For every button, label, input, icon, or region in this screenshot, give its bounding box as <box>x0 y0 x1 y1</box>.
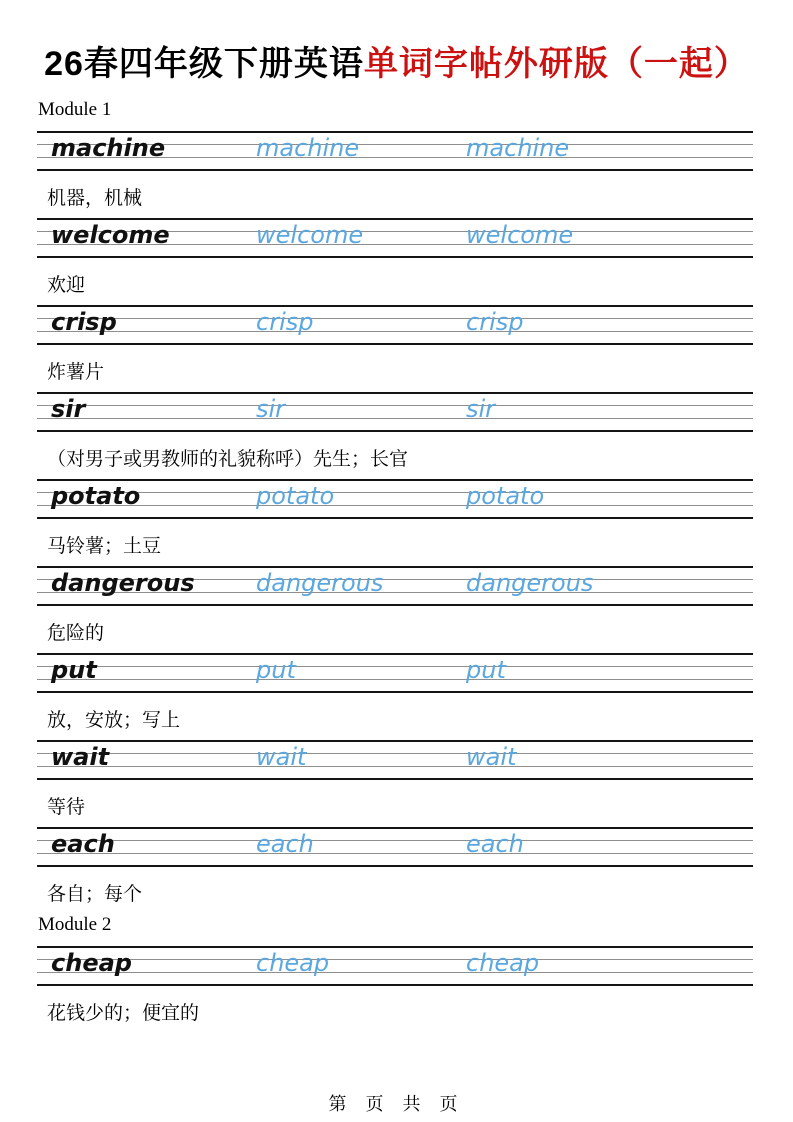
grid-line-bottom <box>37 517 753 519</box>
word-meaning: 机器，机械 <box>47 187 143 209</box>
word-meaning: 等待 <box>47 796 86 818</box>
module-label: Module 1 <box>38 98 112 120</box>
word-meaning: 欢迎 <box>47 274 86 296</box>
word-row <box>0 218 793 305</box>
word-row <box>0 653 793 740</box>
word-meaning: 各自；每个 <box>47 883 143 905</box>
word-meaning-row <box>0 345 793 392</box>
word-trace-copy: sir <box>466 394 496 423</box>
word-sections <box>0 99 793 1033</box>
word-sample: sir <box>51 394 86 423</box>
word-trace-copy: welcome <box>466 220 574 249</box>
word-row <box>0 479 793 566</box>
word-row <box>0 740 793 827</box>
word-meaning-row <box>0 258 793 305</box>
grid-line-bottom <box>37 343 753 345</box>
grid-line-bottom <box>37 604 753 606</box>
grid-line-top <box>37 653 753 655</box>
word-trace-copy: cheap <box>256 948 330 977</box>
grid-line-top <box>37 392 753 394</box>
word-meaning-row <box>0 519 793 566</box>
word-sample: cheap <box>51 948 132 977</box>
word-trace-copy: wait <box>466 742 517 771</box>
grid-line-xheight <box>37 753 753 754</box>
grid-line-top <box>37 479 753 481</box>
word-row <box>0 827 793 914</box>
word-trace-copy: potato <box>256 481 335 510</box>
four-line-writing-grid <box>37 392 753 432</box>
word-trace-copy: machine <box>466 133 570 162</box>
word-meaning: 危险的 <box>47 622 105 644</box>
word-meaning: 炸薯片 <box>47 361 105 383</box>
word-meaning: 花钱少的；便宜的 <box>47 1002 200 1024</box>
word-trace-copy: each <box>466 829 524 858</box>
grid-line-top <box>37 946 753 948</box>
grid-line-bottom <box>37 865 753 867</box>
word-row <box>0 131 793 218</box>
word-sample: wait <box>51 742 110 771</box>
word-sample: dangerous <box>51 568 195 597</box>
page-title <box>0 23 793 85</box>
grid-line-top <box>37 131 753 133</box>
four-line-writing-grid <box>37 305 753 345</box>
word-trace-copy: wait <box>256 742 307 771</box>
word-row <box>0 946 793 1033</box>
grid-line-baseline <box>37 331 753 332</box>
word-row <box>0 392 793 479</box>
word-meaning-row <box>0 432 793 479</box>
word-trace-copy: dangerous <box>256 568 384 597</box>
word-meaning: 放，安放；写上 <box>47 709 181 731</box>
grid-line-top <box>37 740 753 742</box>
word-trace-copy: crisp <box>256 307 314 336</box>
word-trace-copy: each <box>256 829 314 858</box>
grid-line-bottom <box>37 169 753 171</box>
page-footer: 第 页 共 页 <box>328 1094 465 1114</box>
word-sample: each <box>51 829 115 858</box>
four-line-writing-grid <box>37 566 753 606</box>
grid-line-baseline <box>37 505 753 506</box>
grid-line-bottom <box>37 778 753 780</box>
grid-line-xheight <box>37 666 753 667</box>
word-sample: potato <box>51 481 141 510</box>
page-title-black-part: 26春四年级下册英语 <box>44 44 364 83</box>
grid-line-bottom <box>37 430 753 432</box>
four-line-writing-grid <box>37 946 753 986</box>
word-row <box>0 566 793 653</box>
grid-line-top <box>37 827 753 829</box>
word-sample: crisp <box>51 307 117 336</box>
grid-line-baseline <box>37 679 753 680</box>
grid-line-top <box>37 566 753 568</box>
word-meaning: 马铃薯；土豆 <box>47 535 162 557</box>
word-trace-copy: put <box>256 655 296 684</box>
word-trace-copy: put <box>466 655 506 684</box>
grid-line-xheight <box>37 840 753 841</box>
four-line-writing-grid <box>37 827 753 867</box>
word-trace-copy: cheap <box>466 948 540 977</box>
grid-line-top <box>37 305 753 307</box>
word-sample: machine <box>51 133 166 162</box>
grid-line-bottom <box>37 984 753 986</box>
four-line-writing-grid <box>37 740 753 780</box>
word-meaning-row <box>0 867 793 914</box>
word-sample: put <box>51 655 97 684</box>
word-meaning-row <box>0 780 793 827</box>
module-label: Module 2 <box>38 913 112 935</box>
word-trace-copy: crisp <box>466 307 524 336</box>
grid-line-baseline <box>37 972 753 973</box>
grid-line-xheight <box>37 405 753 406</box>
grid-line-xheight <box>37 492 753 493</box>
word-meaning-row <box>0 606 793 653</box>
four-line-writing-grid <box>37 479 753 519</box>
four-line-writing-grid <box>37 218 753 258</box>
grid-line-baseline <box>37 766 753 767</box>
word-sample: welcome <box>51 220 170 249</box>
grid-line-bottom <box>37 691 753 693</box>
page-title-red-part: 单词字帖外研版（一起） <box>363 44 749 83</box>
word-trace-copy: sir <box>256 394 286 423</box>
four-line-writing-grid <box>37 653 753 693</box>
word-meaning: （对男子或男教师的礼貌称呼）先生；长官 <box>47 448 409 470</box>
grid-line-baseline <box>37 418 753 419</box>
grid-line-xheight <box>37 959 753 960</box>
grid-line-baseline <box>37 853 753 854</box>
word-trace-copy: machine <box>256 133 360 162</box>
grid-line-bottom <box>37 256 753 258</box>
word-meaning-row <box>0 986 793 1033</box>
grid-line-top <box>37 218 753 220</box>
word-meaning-row <box>0 693 793 740</box>
word-trace-copy: welcome <box>256 220 364 249</box>
word-row <box>0 305 793 392</box>
grid-line-xheight <box>37 318 753 319</box>
word-meaning-row <box>0 171 793 218</box>
word-trace-copy: dangerous <box>466 568 594 597</box>
four-line-writing-grid <box>37 131 753 171</box>
word-trace-copy: potato <box>466 481 545 510</box>
